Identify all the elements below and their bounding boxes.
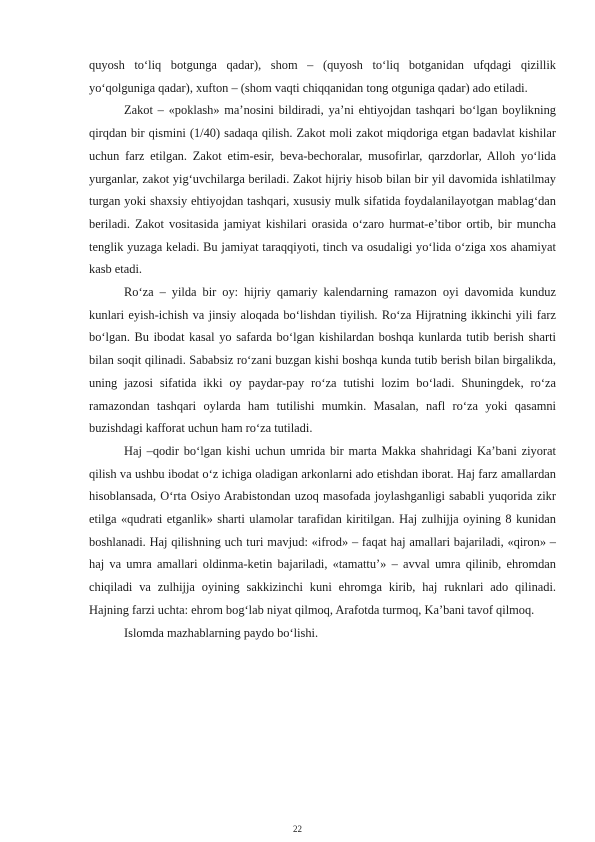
paragraph-continuation: quyosh to‘liq botgunga qadar), shom – (quyosh to‘liq botganidan ufqdagi qizillik yo‘qolguniga qadar), xufton – (shom vaqti chiqqanidan tong otguniga qadar) ado etiladi. bbox=[89, 58, 556, 95]
paragraph-mazhablar-heading: Islomda mazhablarning paydo bo‘lishi. bbox=[124, 625, 319, 640]
paragraph-roza: Ro‘za – yilda bir oy: hijriy qamariy kalendarning ramazon oyi davomida kunduz kunlari eyish-ichish va jinsiy aloqada bo‘lishdan tiyilish. Ro‘za Hijratning ikkinchi yili farz bo‘lgan. Bu ibodat kasal yo safarda bo‘lgan kishilardan boshqa kunlarda tutib berish sharti bilan soqit qilinadi. Sababsiz ro‘zani buzgan kishi boshqa kunda tutib berish bilan birgalikda, uning jazosi sifatida ikki oy paydar-pay ro‘za tutishi lozim bo‘ladi. Shuningdek, ro‘za ramazondan tashqari oylarda ham tutilishi mumkin. Masalan, nafl ro‘za yoki qasamni buzishdagi kafforat uchun ham ro‘za tutiladi. bbox=[89, 285, 556, 436]
page-body bbox=[89, 54, 556, 644]
page-number: 22 bbox=[293, 824, 302, 834]
paragraph-haj: Haj –qodir bo‘lgan kishi uchun umrida bir marta Makka shahridagi Ka’bani ziyorat qilish va ushbu ibodat o‘z ichiga oladigan arkonlarni ado etishdan iborat. Haj farz amallardan hisoblansada, O‘rta Osiyo Arabistondan uzoq masofada joylashganligi sababli yuqorida zikr etilga «qudrati etganlik» sharti ulamolar tarafidan kiritilgan. Haj zulhijja oyining 8 kunidan boshlanadi. Haj qilishning uch turi mavjud: «ifrod» – faqat haj amallari bajariladi, «qiron» – haj va umra amallari oldinma-ketin bajariladi, «tamattu’» – avval umra qilinib, ehromdan chiqiladi va zulhijja oyining sakkizinchi kuni ehromga kirib, haj ruknlari ado qilinadi. Hajning farzi uchta: ehrom bog‘lab niyat qilmoq, Arafotda turmoq, Ka’bani tavof qilmoq. bbox=[89, 443, 556, 617]
paragraph-zakot: Zakot – «poklash» ma’nosini bildiradi, ya’ni ehtiyojdan tashqari bo‘lgan boylikning qirqdan bir qismini (1/40) sadaqa qilish. Zakot moli zakot miqdoriga etgan badavlat kishilar uchun farz etilgan. Zakot etim-esir, beva-bechoralar, musofirlar, qarzdorlar, Alloh yo‘lida yurganlar, zakot yig‘uvchilarga beriladi. Zakot hijriy hisob bilan bir yil davomida ishlatilmay turgan yoki shaxsiy ehtiyojdan tashqari, xususiy mulk sifatida foydalanilayotgan mablag‘dan beriladi. Zakot vositasida jamiyat kishilari orasida o‘zaro hurmat-e’tibor ortib, bir muncha tenglik yuzaga keladi. Bu jamiyat taraqqiyoti, tinch va osudaligi yo‘lida o‘ziga xos ahamiyat kasb etadi. bbox=[89, 103, 556, 277]
